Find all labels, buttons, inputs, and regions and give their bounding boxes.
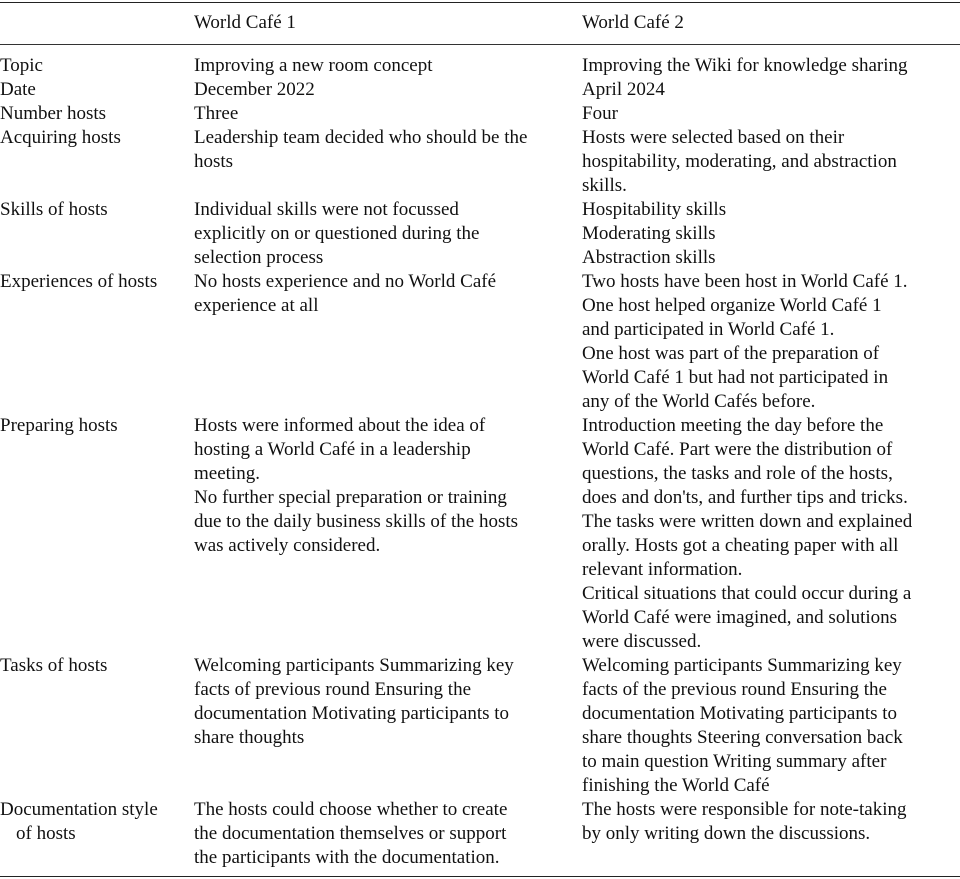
cafe1-cell-line: explicitly on or questioned during the xyxy=(194,223,480,244)
row-label-line: Acquiring hosts xyxy=(0,127,121,148)
cafe1-cell xyxy=(194,54,574,78)
cafe1-cell-line: the participants with the documentation. xyxy=(194,847,500,868)
cafe2-cell-line: Improving the Wiki for knowledge sharing xyxy=(582,55,908,76)
row-label-line: Tasks of hosts xyxy=(0,655,108,676)
cafe2-cell-line: The hosts were responsible for note-taking xyxy=(582,799,907,820)
cafe2-cell-line: facts of the previous round Ensuring the xyxy=(582,679,887,700)
row-label xyxy=(0,654,185,678)
cafe2-cell-line: by only writing down the discussions. xyxy=(582,823,871,844)
row-label-line: Topic xyxy=(0,55,43,76)
cafe1-cell-line: Leadership team decided who should be the xyxy=(194,127,528,148)
cafe2-cell-line: April 2024 xyxy=(582,79,665,100)
cafe2-cell-line: One host helped organize World Café 1 xyxy=(582,295,882,316)
cafe1-cell xyxy=(194,798,574,870)
table-bottom-rule xyxy=(0,876,960,877)
cafe2-cell-line: any of the World Cafés before. xyxy=(582,391,816,412)
cafe1-cell xyxy=(194,270,574,318)
cafe2-cell-line: documentation Motivating participants to xyxy=(582,703,898,724)
cafe1-cell-line: share thoughts xyxy=(194,727,305,748)
cafe2-cell-line: share thoughts Steering conversation back xyxy=(582,727,903,748)
cafe2-cell-line: Welcoming participants Summarizing key xyxy=(582,655,902,676)
cafe1-cell xyxy=(194,654,574,750)
cafe2-cell xyxy=(582,126,960,198)
cafe1-cell-line: hosting a World Café in a leadership xyxy=(194,439,471,460)
cafe1-cell-line: meeting. xyxy=(194,463,260,484)
cafe2-cell-line: were discussed. xyxy=(582,631,702,652)
row-label-line: Experiences of hosts xyxy=(0,271,158,292)
cafe2-cell xyxy=(582,78,960,102)
cafe2-cell xyxy=(582,654,960,798)
cafe1-cell-line: December 2022 xyxy=(194,79,315,100)
cafe2-cell-line: skills. xyxy=(582,175,627,196)
cafe2-cell xyxy=(582,54,960,78)
cafe2-cell-line: Moderating skills xyxy=(582,223,716,244)
cafe2-cell xyxy=(582,414,960,654)
cafe1-cell-line: The hosts could choose whether to create xyxy=(194,799,508,820)
cafe2-cell-line: does and don'ts, and further tips and tricks. xyxy=(582,487,908,508)
cafe2-cell-line: relevant information. xyxy=(582,559,743,580)
cafe1-cell-line: hosts xyxy=(194,151,234,172)
row-label-line: Skills of hosts xyxy=(0,199,108,220)
row-label-line: Number hosts xyxy=(0,103,107,124)
cafe1-cell-line: Welcoming participants Summarizing key xyxy=(194,655,514,676)
cafe1-cell-line: Improving a new room concept xyxy=(194,55,433,76)
cafe1-cell-line: Three xyxy=(194,103,239,124)
cafe2-cell-line: Introduction meeting the day before the xyxy=(582,415,884,436)
cafe2-cell xyxy=(582,270,960,414)
row-label xyxy=(0,78,185,102)
row-label xyxy=(0,414,185,438)
cafe1-cell-line: Individual skills were not focussed xyxy=(194,199,459,220)
cafe2-cell-line: One host was part of the preparation of xyxy=(582,343,880,364)
cafe1-cell xyxy=(194,78,574,102)
cafe1-cell xyxy=(194,198,574,270)
cafe1-cell-line: the documentation themselves or support xyxy=(194,823,507,844)
cafe1-cell-line: No further special preparation or training xyxy=(194,487,507,508)
table-header-rule xyxy=(0,44,960,45)
cafe1-cell-line: due to the daily business skills of the hosts xyxy=(194,511,519,532)
row-label xyxy=(0,102,185,126)
cafe2-cell-line: Abstraction skills xyxy=(582,247,716,268)
row-label-line: of hosts xyxy=(16,823,76,844)
cafe2-cell-line: hospitability, moderating, and abstraction xyxy=(582,151,897,172)
row-label-line: Documentation style xyxy=(0,799,158,820)
cafe1-cell xyxy=(194,102,574,126)
cafe2-cell-line: World Café 1 but had not participated in xyxy=(582,367,889,388)
row-label xyxy=(0,270,185,294)
cafe2-cell-line: World Café were imagined, and solutions xyxy=(582,607,898,628)
cafe1-cell xyxy=(194,126,574,174)
cafe1-cell-line: Hosts were informed about the idea of xyxy=(194,415,486,436)
table-top-rule xyxy=(0,2,960,3)
cafe2-cell-line: The tasks were written down and explained xyxy=(582,511,913,532)
cafe2-cell-line: Hospitability skills xyxy=(582,199,727,220)
cafe2-cell-line: Two hosts have been host in World Café 1. xyxy=(582,271,908,292)
cafe1-cell-line: documentation Motivating participants to xyxy=(194,703,510,724)
cafe2-cell-line: and participated in World Café 1. xyxy=(582,319,835,340)
cafe2-cell-line: Critical situations that could occur during a xyxy=(582,583,912,604)
cafe1-cell-line: experience at all xyxy=(194,295,319,316)
cafe2-cell xyxy=(582,198,960,270)
cafe1-cell-line: selection process xyxy=(194,247,324,268)
cafe2-cell xyxy=(582,798,960,846)
cafe2-cell-line: World Café. Part were the distribution of xyxy=(582,439,893,460)
row-label xyxy=(0,54,185,78)
cafe1-cell-line: was actively considered. xyxy=(194,535,381,556)
row-label xyxy=(0,126,185,150)
cafe1-cell xyxy=(194,414,574,558)
cafe1-cell-line: No hosts experience and no World Café xyxy=(194,271,497,292)
cafe2-cell-line: to main question Writing summary after xyxy=(582,751,887,772)
row-label-line: Date xyxy=(0,79,36,100)
cafe2-cell-line: orally. Hosts got a cheating paper with all xyxy=(582,535,899,556)
cafe2-cell-line: Four xyxy=(582,103,618,124)
header-world-cafe-2: World Café 2 xyxy=(582,12,684,33)
cafe1-cell-line: facts of previous round Ensuring the xyxy=(194,679,472,700)
row-label-line: Preparing hosts xyxy=(0,415,118,436)
cafe2-cell-line: finishing the World Café xyxy=(582,775,770,796)
row-label xyxy=(0,198,185,222)
cafe2-cell-line: questions, the tasks and role of the hosts, xyxy=(582,463,893,484)
row-label xyxy=(0,798,185,846)
cafe2-cell-line: Hosts were selected based on their xyxy=(582,127,845,148)
header-world-cafe-1: World Café 1 xyxy=(194,12,296,33)
cafe2-cell xyxy=(582,102,960,126)
